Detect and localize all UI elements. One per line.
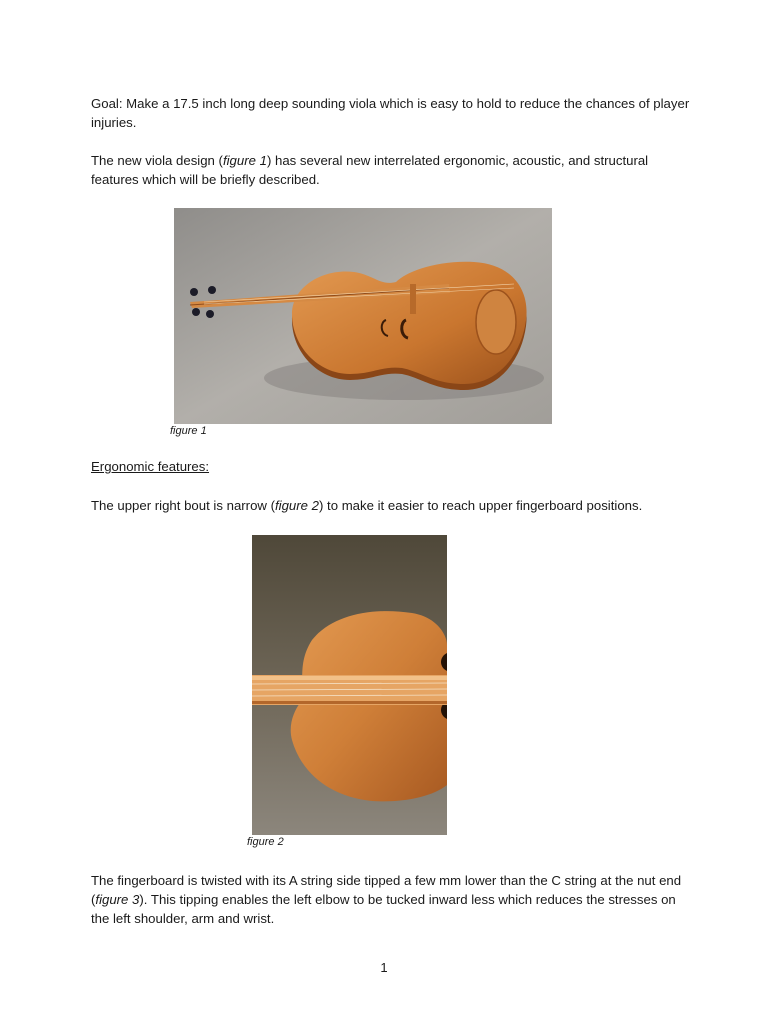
intro-text-start: The new viola design ( <box>91 153 223 168</box>
page-number: 1 <box>380 960 388 975</box>
intro-paragraph <box>91 151 691 189</box>
viola-side-view-image <box>174 208 552 424</box>
figure-2-reference: figure 2 <box>274 498 319 513</box>
fingerboard-text-end: ). This tipping enables the left elbow to be tucked inward less which reduces the stresses on the left shoulder, arm and wrist. <box>91 892 676 926</box>
fingerboard-paragraph <box>91 871 691 928</box>
figure-1-photo <box>174 208 552 424</box>
section-heading: Ergonomic features: <box>91 459 210 474</box>
bout-paragraph <box>91 496 691 515</box>
figure-1-caption: figure 1 <box>170 425 207 437</box>
intro-text-end: ) has several new interrelated ergonomic, acoustic, and structural features which will be briefly described. <box>91 153 649 187</box>
goal-paragraph: Goal: Make a 17.5 inch long deep sounding viola which is easy to hold to reduce the chances of player injuries. <box>91 96 690 130</box>
figure-1-reference: figure 1 <box>222 153 267 168</box>
figure-3-reference: figure 3 <box>95 892 140 907</box>
bout-text-end: ) to make it easier to reach upper fingerboard positions. <box>318 498 643 513</box>
viola-top-view-image <box>252 535 447 835</box>
figure-2-photo <box>252 535 447 835</box>
fingerboard-text-start: The fingerboard is twisted with its A string side tipped a few mm lower than the C string at the nut end ( <box>91 873 682 907</box>
figure-2-caption: figure 2 <box>247 836 284 848</box>
bout-text-start: The upper right bout is narrow ( <box>91 498 275 513</box>
